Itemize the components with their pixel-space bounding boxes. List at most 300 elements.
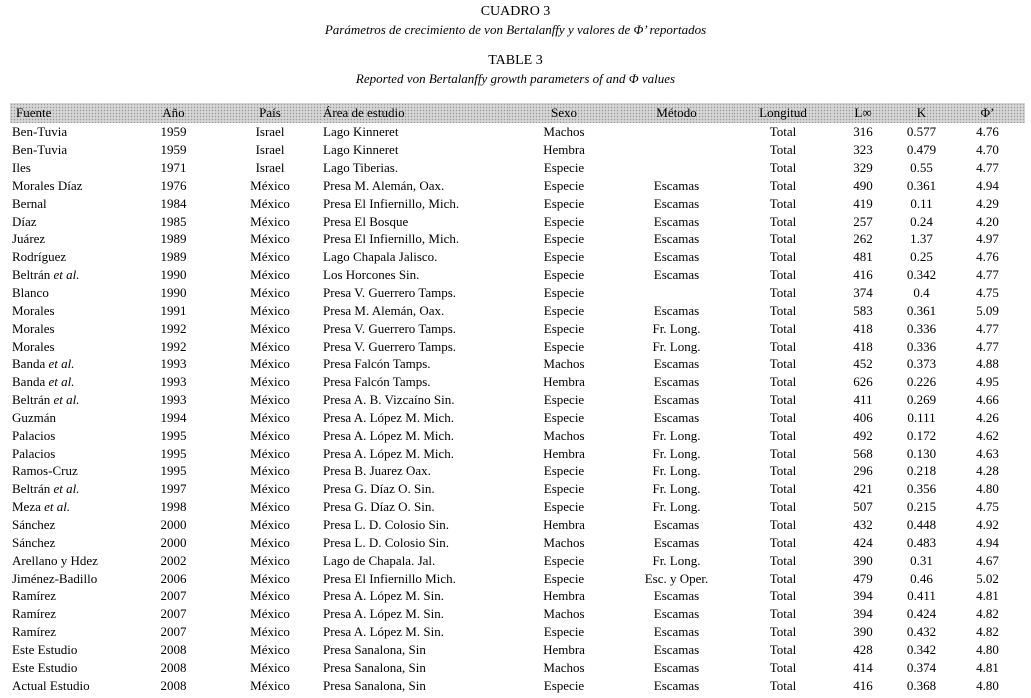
cell-phi: 4.80 — [976, 641, 999, 657]
cell-pais: Israel — [255, 124, 285, 140]
table-row — [10, 533, 1025, 551]
fuente-author: Morales — [12, 338, 55, 354]
cell-pais: México — [250, 374, 290, 390]
cell-fuente — [10, 123, 130, 141]
cell-pais: México — [250, 356, 290, 372]
cell-sexo: Especie — [543, 302, 585, 318]
table-row — [10, 623, 1025, 641]
cell-area: Presa G. Díaz O. Sin. — [323, 481, 435, 497]
cell-metodo: Escamas — [653, 624, 700, 640]
fuente-author: Palacios — [12, 427, 56, 443]
cell-area: Presa Falcón Tamps. — [323, 374, 431, 390]
cell-fuente — [10, 284, 130, 302]
cell-phi: 4.95 — [976, 374, 999, 390]
cell-sexo: Hembra — [543, 641, 585, 657]
cell-phi: 4.77 — [976, 160, 999, 176]
cell-longitud: Total — [769, 606, 797, 622]
cell-metodo: Escamas — [653, 249, 700, 265]
cell-l-infinity: 424 — [853, 534, 873, 550]
cell-metodo: Escamas — [653, 641, 700, 657]
cell-l-infinity: 257 — [853, 213, 873, 229]
cell-pais: México — [250, 338, 290, 354]
cell-longitud: Total — [769, 374, 797, 390]
cell-pais: México — [250, 516, 290, 532]
cell-fuente — [10, 480, 130, 498]
cell-l-infinity: 296 — [853, 463, 873, 479]
cell-metodo: Fr. Long. — [652, 338, 701, 354]
cell-k: 0.24 — [910, 213, 933, 229]
cell-area: Lago de Chapala. Jal. — [323, 552, 436, 568]
cell-sexo: Especie — [543, 338, 585, 354]
cell-fuente — [10, 605, 130, 623]
table-row — [10, 569, 1025, 587]
cell-area: Presa A. López M. Mich. — [323, 445, 455, 461]
cell-anio: 1985 — [160, 213, 187, 229]
table-row — [10, 248, 1025, 266]
cell-k: 0.361 — [906, 177, 937, 193]
cell-anio: 2006 — [160, 570, 187, 586]
cell-metodo: Escamas — [653, 302, 700, 318]
cell-pais: México — [250, 552, 290, 568]
table-row — [10, 266, 1025, 284]
cell-fuente — [10, 337, 130, 355]
cell-l-infinity: 414 — [853, 659, 873, 675]
cell-sexo: Especie — [543, 249, 585, 265]
cell-l-infinity: 416 — [853, 267, 873, 283]
table-row — [10, 676, 1025, 694]
cell-sexo: Especie — [543, 570, 585, 586]
table-row — [10, 498, 1025, 516]
cell-metodo: Fr. Long. — [652, 320, 701, 336]
cell-anio: 1984 — [160, 195, 187, 211]
cell-metodo — [620, 123, 733, 141]
cell-pais: México — [250, 249, 290, 265]
cell-phi: 4.76 — [976, 124, 999, 140]
cell-metodo: Fr. Long. — [652, 427, 701, 443]
cell-longitud: Total — [769, 213, 797, 229]
cell-fuente — [10, 533, 130, 551]
cell-k: 0.46 — [910, 570, 933, 586]
cell-l-infinity: 626 — [853, 374, 873, 390]
table-caption-en-title: TABLE 3 — [488, 53, 543, 68]
cell-longitud: Total — [769, 516, 797, 532]
fuente-author: Juárez — [12, 231, 46, 247]
cell-pais: México — [250, 267, 290, 283]
fuente-author: Ben-Tuvia — [12, 142, 68, 158]
cell-longitud: Total — [769, 338, 797, 354]
cell-pais: México — [250, 445, 290, 461]
cell-l-infinity: 374 — [853, 285, 873, 301]
cell-k: 0.130 — [906, 445, 937, 461]
cell-fuente — [10, 355, 130, 373]
cell-l-infinity: 452 — [853, 356, 873, 372]
table-row — [10, 640, 1025, 658]
cell-l-infinity: 419 — [853, 195, 873, 211]
cell-fuente — [10, 551, 130, 569]
cell-fuente — [10, 587, 130, 605]
cell-longitud: Total — [769, 499, 797, 515]
cell-pais: México — [250, 231, 290, 247]
cell-pais: México — [250, 463, 290, 479]
cell-fuente — [10, 623, 130, 641]
fuente-et-al: et al. — [53, 481, 80, 497]
table-row — [10, 319, 1025, 337]
cell-metodo — [620, 284, 733, 302]
cell-l-infinity: 507 — [853, 499, 873, 515]
cell-sexo: Especie — [543, 499, 585, 515]
cell-k: 0.218 — [906, 463, 937, 479]
cell-area: Presa El Bosque — [323, 213, 409, 229]
cell-sexo: Especie — [543, 267, 585, 283]
cell-longitud: Total — [769, 677, 797, 693]
cell-metodo: Escamas — [653, 213, 700, 229]
table-row — [10, 426, 1025, 444]
cell-anio: 1989 — [160, 249, 187, 265]
cell-area: Presa V. Guerrero Tamps. — [323, 338, 457, 354]
cell-area: Presa A. López M. Mich. — [323, 409, 455, 425]
cell-metodo — [620, 159, 733, 177]
cell-sexo: Hembra — [543, 588, 585, 604]
cell-anio: 2008 — [160, 677, 187, 693]
cell-anio: 1997 — [160, 481, 187, 497]
fuente-author: Guzmán — [12, 409, 57, 425]
cell-metodo — [620, 141, 733, 159]
fuente-author: Actual Estudio — [12, 677, 90, 693]
cell-longitud: Total — [769, 160, 797, 176]
cell-phi: 4.88 — [976, 356, 999, 372]
cell-k: 1.37 — [910, 231, 933, 247]
cell-anio: 2007 — [160, 588, 187, 604]
cell-pais: México — [250, 588, 290, 604]
fuente-et-al: et al. — [48, 374, 75, 390]
cell-l-infinity: 418 — [853, 320, 873, 336]
cell-fuente — [10, 248, 130, 266]
cell-l-infinity: 418 — [853, 338, 873, 354]
cell-fuente — [10, 266, 130, 284]
cell-area: Presa El Infiernillo, Mich. — [323, 195, 460, 211]
cell-anio: 2008 — [160, 641, 187, 657]
cell-sexo: Especie — [543, 231, 585, 247]
cell-pais: México — [250, 320, 290, 336]
cell-k: 0.361 — [906, 302, 937, 318]
cell-phi: 4.81 — [976, 659, 999, 675]
cell-area: Presa G. Díaz O. Sin. — [323, 499, 435, 515]
cell-l-infinity: 329 — [853, 160, 873, 176]
cell-sexo: Especie — [543, 624, 585, 640]
cell-l-infinity: 568 — [853, 445, 873, 461]
cell-phi: 4.29 — [976, 195, 999, 211]
cell-metodo: Fr. Long. — [652, 499, 701, 515]
fuente-author: Ramírez — [12, 624, 57, 640]
cell-l-infinity: 390 — [853, 624, 873, 640]
cell-sexo: Especie — [543, 481, 585, 497]
cell-anio: 1990 — [160, 267, 187, 283]
table-row — [10, 516, 1025, 534]
cell-anio: 2007 — [160, 606, 187, 622]
cell-phi: 4.20 — [976, 213, 999, 229]
cell-area: Lago Tiberias. — [323, 160, 399, 176]
cell-fuente — [10, 141, 130, 159]
cell-pais: México — [250, 481, 290, 497]
cell-sexo: Machos — [543, 534, 585, 550]
cell-sexo: Especie — [543, 177, 585, 193]
cell-k: 0.226 — [906, 374, 937, 390]
cell-sexo: Machos — [543, 356, 585, 372]
cell-fuente — [10, 676, 130, 694]
cell-area: Presa Sanalona, Sin — [323, 677, 426, 693]
table-row — [10, 391, 1025, 409]
cell-pais: Israel — [255, 160, 285, 176]
fuente-author: Bernal — [12, 195, 47, 211]
fuente-author: Beltrán — [12, 392, 54, 408]
header-pais: País — [217, 103, 323, 123]
table-row — [10, 284, 1025, 302]
fuente-author: Ramírez — [12, 588, 57, 604]
cell-l-infinity: 394 — [853, 606, 873, 622]
cell-pais: México — [250, 677, 290, 693]
header-longitud: Longitud — [733, 103, 833, 123]
cell-fuente — [10, 230, 130, 248]
cell-k: 0.424 — [906, 606, 937, 622]
cell-sexo: Machos — [543, 659, 585, 675]
cell-metodo: Fr. Long. — [652, 552, 701, 568]
cell-anio: 2000 — [160, 516, 187, 532]
cell-k: 0.111 — [907, 409, 936, 425]
cell-metodo: Escamas — [653, 534, 700, 550]
cell-fuente — [10, 569, 130, 587]
cell-anio: 1971 — [160, 160, 187, 176]
header-k: K — [893, 103, 950, 123]
cell-pais: México — [250, 499, 290, 515]
cell-fuente — [10, 409, 130, 427]
cell-area: Presa V. Guerrero Tamps. — [323, 320, 457, 336]
fuente-author: Beltrán — [12, 481, 54, 497]
cell-area: Lago Chapala Jalisco. — [323, 249, 438, 265]
cell-anio: 1995 — [160, 427, 187, 443]
table-caption-es-subtitle: Parámetros de crecimiento de von Bertalanffy y valores de Φ’ reportados — [324, 22, 707, 37]
table-row — [10, 409, 1025, 427]
cell-fuente — [10, 444, 130, 462]
fuente-author: Este Estudio — [12, 641, 78, 657]
cell-anio: 1993 — [160, 374, 187, 390]
table-row — [10, 444, 1025, 462]
cell-longitud: Total — [769, 534, 797, 550]
cell-k: 0.25 — [910, 249, 933, 265]
cell-longitud: Total — [769, 624, 797, 640]
cell-anio: 2002 — [160, 552, 187, 568]
cell-metodo: Esc. y Oper. — [644, 570, 709, 586]
cell-k: 0.215 — [906, 499, 937, 515]
cell-metodo: Escamas — [653, 374, 700, 390]
cell-l-infinity: 406 — [853, 409, 873, 425]
cell-metodo: Escamas — [653, 177, 700, 193]
cell-metodo: Escamas — [653, 659, 700, 675]
cell-l-infinity: 421 — [853, 481, 873, 497]
cell-anio: 2007 — [160, 624, 187, 640]
cell-phi: 4.94 — [976, 534, 999, 550]
table-header-row — [10, 103, 1025, 123]
cell-k: 0.368 — [906, 677, 937, 693]
fuente-author: Morales — [12, 302, 55, 318]
cell-pais: México — [250, 302, 290, 318]
table-body — [10, 123, 1025, 694]
fuente-author: Palacios — [12, 445, 56, 461]
table-row — [10, 230, 1025, 248]
cell-longitud: Total — [769, 124, 797, 140]
table-row — [10, 123, 1025, 141]
cell-anio: 1992 — [160, 320, 187, 336]
cell-area: Lago Kinneret — [323, 124, 399, 140]
header-metodo: Método — [620, 103, 733, 123]
fuente-author: Este Estudio — [12, 659, 78, 675]
cell-k: 0.479 — [906, 142, 937, 158]
cell-area: Presa A. López M. Sin. — [323, 588, 444, 604]
cell-k: 0.374 — [906, 659, 937, 675]
fuente-author: Ben-Tuvia — [12, 124, 68, 140]
cell-metodo: Escamas — [653, 356, 700, 372]
cell-sexo: Especie — [543, 392, 585, 408]
cell-sexo: Especie — [543, 552, 585, 568]
cell-sexo: Hembra — [543, 445, 585, 461]
cell-metodo: Fr. Long. — [652, 445, 701, 461]
cell-sexo: Especie — [543, 320, 585, 336]
cell-k: 0.577 — [906, 124, 937, 140]
cell-fuente — [10, 373, 130, 391]
cell-area: Presa Sanalona, Sin — [323, 659, 426, 675]
cell-longitud: Total — [769, 177, 797, 193]
cell-k: 0.448 — [906, 516, 937, 532]
cell-fuente — [10, 658, 130, 676]
cell-anio: 1993 — [160, 392, 187, 408]
cell-fuente — [10, 319, 130, 337]
cell-area: Presa Sanalona, Sin — [323, 641, 426, 657]
cell-phi: 4.80 — [976, 481, 999, 497]
cell-l-infinity: 432 — [853, 516, 873, 532]
cell-sexo: Especie — [543, 213, 585, 229]
cell-area: Presa L. D. Colosio Sin. — [323, 534, 450, 550]
cell-longitud: Total — [769, 195, 797, 211]
table-row — [10, 605, 1025, 623]
cell-sexo: Hembra — [543, 516, 585, 532]
table-row — [10, 212, 1025, 230]
cell-pais: México — [250, 570, 290, 586]
cell-k: 0.411 — [907, 588, 936, 604]
cell-phi: 4.77 — [976, 267, 999, 283]
cell-k: 0.373 — [906, 356, 937, 372]
cell-fuente — [10, 426, 130, 444]
cell-phi: 4.76 — [976, 249, 999, 265]
table-row — [10, 141, 1025, 159]
fuente-author: Sánchez — [12, 516, 56, 532]
cell-l-infinity: 428 — [853, 641, 873, 657]
fuente-author: Ramírez — [12, 606, 57, 622]
cell-area: Presa El Infiernillo, Mich. — [323, 231, 460, 247]
cell-anio: 2000 — [160, 534, 187, 550]
cell-phi: 4.70 — [976, 142, 999, 158]
cell-l-infinity: 323 — [853, 142, 873, 158]
cell-phi: 4.66 — [976, 392, 999, 408]
cell-anio: 1992 — [160, 338, 187, 354]
table-caption-es-title: CUADRO 3 — [480, 4, 551, 19]
cell-phi: 4.94 — [976, 177, 999, 193]
cell-pais: México — [250, 177, 290, 193]
table-row — [10, 373, 1025, 391]
cell-sexo: Especie — [543, 195, 585, 211]
cell-area: Presa M. Alemán, Oax. — [323, 302, 445, 318]
table-row — [10, 480, 1025, 498]
cell-longitud: Total — [769, 588, 797, 604]
cell-phi: 4.82 — [976, 606, 999, 622]
cell-sexo: Machos — [543, 124, 585, 140]
cell-phi: 4.77 — [976, 338, 999, 354]
cell-k: 0.4 — [913, 285, 930, 301]
cell-pais: México — [250, 606, 290, 622]
header-sexo: Sexo — [508, 103, 620, 123]
fuente-author: Beltrán — [12, 267, 54, 283]
cell-metodo: Escamas — [653, 677, 700, 693]
cell-area: Presa A. López M. Sin. — [323, 624, 444, 640]
fuente-author: Meza — [12, 499, 45, 515]
cell-k: 0.11 — [910, 195, 933, 211]
cell-l-infinity: 390 — [853, 552, 873, 568]
cell-phi: 4.82 — [976, 624, 999, 640]
cell-phi: 4.81 — [976, 588, 999, 604]
cell-pais: México — [250, 659, 290, 675]
cell-fuente — [10, 301, 130, 319]
cell-k: 0.342 — [906, 641, 937, 657]
cell-longitud: Total — [769, 552, 797, 568]
cell-phi: 4.77 — [976, 320, 999, 336]
header-anio: Año — [130, 103, 217, 123]
cell-k: 0.336 — [906, 338, 937, 354]
fuente-author: Arellano y Hdez — [12, 552, 98, 568]
cell-longitud: Total — [769, 356, 797, 372]
cell-fuente — [10, 640, 130, 658]
fuente-author: Banda — [12, 356, 49, 372]
cell-longitud: Total — [769, 445, 797, 461]
cell-metodo: Escamas — [653, 516, 700, 532]
cell-pais: México — [250, 392, 290, 408]
cell-anio: 1998 — [160, 499, 187, 515]
fuente-author: Banda — [12, 374, 49, 390]
cell-anio: 1989 — [160, 231, 187, 247]
cell-phi: 4.75 — [976, 285, 999, 301]
cell-pais: México — [250, 624, 290, 640]
cell-l-infinity: 411 — [853, 392, 873, 408]
fuente-author: Blanco — [12, 285, 49, 301]
growth-parameters-table — [10, 103, 1025, 694]
cell-longitud: Total — [769, 267, 797, 283]
cell-fuente — [10, 498, 130, 516]
header-fuente: Fuente — [10, 103, 130, 123]
cell-metodo: Escamas — [653, 195, 700, 211]
fuente-author: Ramos-Cruz — [12, 463, 78, 479]
cell-l-infinity: 583 — [853, 302, 873, 318]
cell-phi: 4.92 — [976, 516, 999, 532]
cell-phi: 5.09 — [976, 302, 999, 318]
fuente-author: Morales Díaz — [12, 177, 83, 193]
cell-area: Presa L. D. Colosio Sin. — [323, 516, 450, 532]
cell-phi: 4.28 — [976, 463, 999, 479]
table-row — [10, 337, 1025, 355]
cell-k: 0.269 — [906, 392, 937, 408]
cell-anio: 1976 — [160, 177, 187, 193]
cell-anio: 1995 — [160, 463, 187, 479]
cell-anio: 1959 — [160, 142, 187, 158]
cell-k: 0.356 — [906, 481, 937, 497]
cell-anio: 1994 — [160, 409, 187, 425]
cell-k: 0.483 — [906, 534, 937, 550]
